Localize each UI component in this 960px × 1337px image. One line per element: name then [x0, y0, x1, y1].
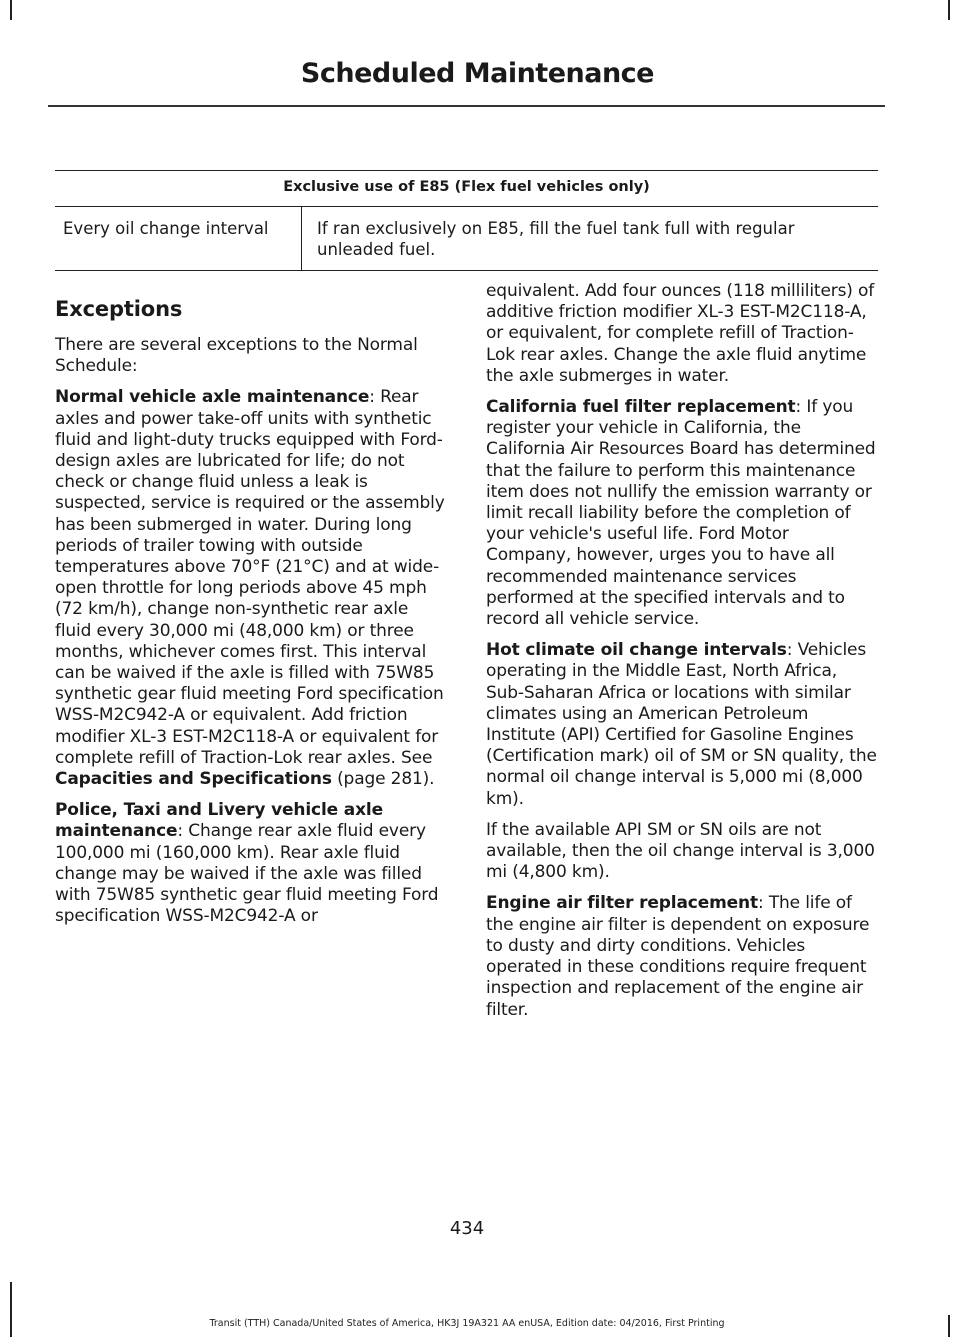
continued-paragraph: equivalent. Add four ounces (118 milliliters) of additive friction modifier XL-3 EST-M2C118-A, or equivalent, for complete refill of Traction-Lok rear axles. Change the axle fluid anytime the axle submerges in water.	[486, 281, 875, 386]
california-text: : If you register your vehicle in California, the California Air Resources Board has determined that the failure to perform this maintenance item does not nullify the emission warranty or limit recall liability before the completion of your vehicle's useful life. Ford Motor Company, however, urges you to have all recommended maintenance services performed at the specified intervals and to record all vehicle service.	[486, 397, 876, 630]
crop-mark-top-right	[948, 0, 950, 20]
e85-table	[55, 170, 878, 271]
air-filter-text: : The life of the engine air filter is dependent on exposure to dusty and dirty conditions. Vehicles operated in these conditions require frequent inspection and replacement of the engine air filter.	[486, 893, 870, 1020]
capacities-link[interactable]: Capacities and Specifications	[55, 769, 332, 790]
right-column	[486, 281, 878, 1031]
section-title: Exceptions	[55, 297, 183, 321]
crop-mark-top-left	[10, 0, 12, 20]
intro-paragraph: There are several exceptions to the Normal Schedule:	[55, 335, 418, 377]
normal-axle-text: : Rear axles and power take-off units with synthetic fluid and light-duty trucks equipped with Ford-design axles are lubricated for life; do not check or change fluid unless a leak is suspected, service is required or the assembly has been submerged in water. During long periods of trailer towing with outside temperatures above 70°F (21°C) and at wide-open throttle for long periods above 45 mph (72 km/h), change non-synthetic rear axle fluid every 30,000 mi (48,000 km) or three months, whichever comes first. This interval can be waived if the axle is filled with 75W85 synthetic gear fluid meeting Ford specification WSS-M2C942-A or equivalent. Add friction modifier XL-3 EST-M2C118-A or equivalent for complete refill of Traction-Lok rear axles. See	[55, 387, 445, 768]
header-divider	[48, 105, 885, 107]
california-heading: California fuel filter replacement	[486, 397, 796, 418]
crop-mark-bottom-right	[948, 1315, 950, 1337]
interval-cell: Every oil change interval	[55, 207, 302, 271]
air-filter-paragraph	[486, 893, 878, 1020]
page-number: 434	[449, 1218, 485, 1239]
api-oil-paragraph: If the available API SM or SN oils are not available, then the oil change interval is 3,000 mi (4,800 km).	[486, 819, 875, 883]
footer-text: Transit (TTH) Canada/United States of America, HK3J 19A321 AA enUSA, Edition date: 04/2016, First Printing	[209, 1318, 725, 1329]
air-filter-heading: Engine air filter replacement	[486, 893, 758, 914]
california-paragraph	[486, 397, 878, 630]
table-heading: Exclusive use of E85 (Flex fuel vehicles only)	[55, 171, 878, 207]
normal-axle-paragraph	[55, 387, 447, 790]
action-cell: If ran exclusively on E85, fill the fuel tank full with regular unleaded fuel.	[302, 207, 879, 271]
police-axle-heading: Police, Taxi and Livery vehicle axle maintenance	[55, 800, 383, 842]
normal-axle-heading: Normal vehicle axle maintenance	[55, 387, 370, 408]
page-title: Scheduled Maintenance	[300, 58, 654, 89]
police-axle-paragraph	[55, 800, 447, 927]
hot-climate-text: : Vehicles operating in the Middle East, North Africa, Sub-Saharan Africa or locations with similar climates using an American Petroleum Institute (API) Certified for Gasoline Engines (Certification mark) oil of SM or SN quality, the normal oil change interval is 5,000 mi (8,000 km).	[486, 640, 877, 809]
hot-climate-heading: Hot climate oil change intervals	[486, 640, 787, 661]
police-axle-text: : Change rear axle fluid every 100,000 mi (160,000 km). Rear axle fluid change may be waived if the axle was filled with 75W85 synthetic gear fluid meeting Ford specification WSS-M2C942-A or	[55, 821, 439, 927]
table-header-row	[55, 171, 878, 207]
page-reference: (page 281).	[331, 769, 435, 790]
hot-climate-paragraph	[486, 640, 878, 810]
left-column	[55, 280, 447, 937]
table-row	[55, 207, 878, 271]
